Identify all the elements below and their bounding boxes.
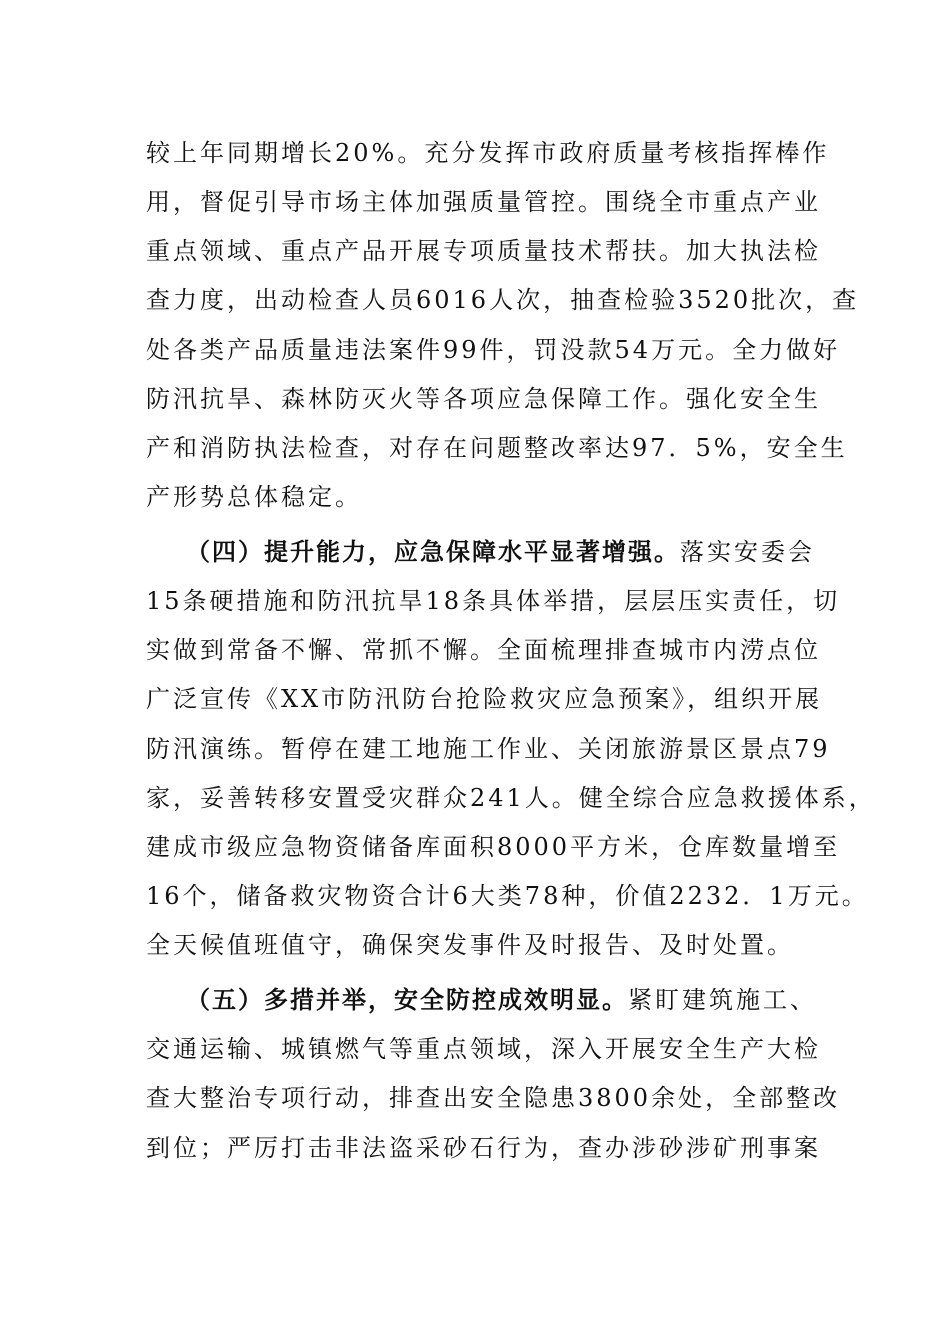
paragraph-2-line-6: 家，妥善转移安置受灾群众241人。健全综合应急救援体系， — [146, 784, 876, 812]
paragraph-1-line-7: 产和消防执法检查，对存在问题整改率达97．5%，安全生 — [146, 434, 848, 462]
paragraph-1-line-3: 重点领域、重点产品开展专项质量技术帮扶。加大执法检 — [146, 237, 821, 265]
paragraph-2-line-5: 防汛演练。暂停在建工地施工作业、关闭旅游景区景点79 — [146, 735, 831, 763]
paragraph-2-line-2: 15条硬措施和防汛抗旱18条具体举措，层层压实责任，切 — [146, 587, 841, 615]
paragraph-3-line-2: 交通运输、城镇燃气等重点领域，深入开展安全生产大检 — [146, 1035, 821, 1063]
paragraph-2-line-1 — [186, 537, 815, 567]
paragraph-1-line-8: 产形势总体稳定。 — [146, 483, 362, 511]
paragraph-3-line-1 — [186, 985, 817, 1015]
paragraph-3-line-4: 到位；严厉打击非法盗采砂石行为，查办涉砂涉矿刑事案 — [146, 1134, 821, 1162]
paragraph-2-line-8: 16个，储备救灾物资合计6大类78种，价值2232．1万元。 — [146, 882, 869, 910]
paragraph-1-line-5: 处各类产品质量违法案件99件，罚没款54万元。全力做好 — [146, 336, 841, 364]
paragraph-1-line-6: 防汛抗旱、森林防灭火等各项应急保障工作。强化安全生 — [146, 385, 821, 413]
paragraph-2-heading: （四）提升能力，应急保障水平显著增强。 — [186, 538, 680, 566]
paragraph-3-line-3: 查大整治专项行动，排查出安全隐患3800余处，全部整改 — [146, 1084, 841, 1112]
paragraph-2-line-4: 广泛宣传《XX市防汛防台抢险救灾应急预案》，组织开展 — [146, 685, 823, 713]
paragraph-3-heading: （五）多措并举，安全防控成效明显。 — [186, 986, 628, 1014]
paragraph-2-lead-text: 落实安委会 — [680, 538, 815, 566]
paragraph-3-lead-text: 紧盯建筑施工、 — [628, 986, 817, 1014]
paragraph-1-line-4: 查力度，出动检查人员6016人次，抽查检验3520批次，查 — [146, 286, 860, 314]
paragraph-2-line-7: 建成市级应急物资储备库面积8000平方米，仓库数量增至 — [146, 833, 841, 861]
paragraph-1-line-2: 用，督促引导市场主体加强质量管控。围绕全市重点产业 — [146, 188, 821, 216]
paragraph-2-line-9: 全天候值班值守，确保突发事件及时报告、及时处置。 — [146, 931, 794, 959]
paragraph-1-line-1: 较上年同期增长20%。充分发挥市政府质量考核指挥棒作 — [146, 139, 830, 167]
paragraph-2-line-3: 实做到常备不懈、常抓不懈。全面梳理排查城市内涝点位 — [146, 636, 821, 664]
